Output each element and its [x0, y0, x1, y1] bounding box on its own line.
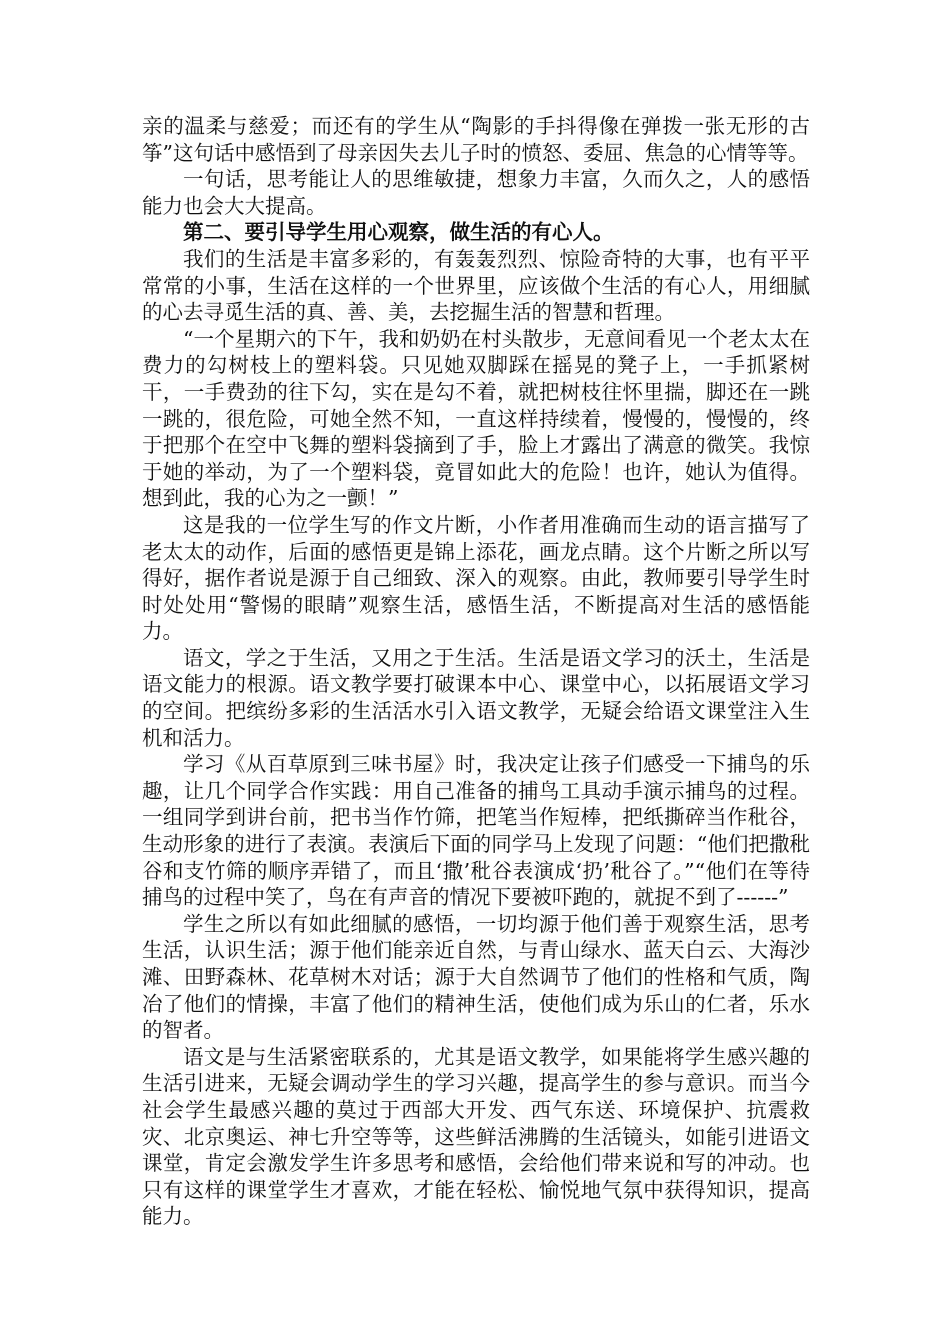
paragraph: 这是我的一位学生写的作文片断，小作者用准确而生动的语言描写了老太太的动作，后面的感悟更是锦上添花，画龙点睛。这个片断之所以写得好，据作者说是源于自己细致、深入的观察。由此，教师要引导学生时时处处用“警惕的眼睛”观察生活，感悟生活，不断提高对生活的感悟能力。	[142, 512, 810, 644]
paragraph-continued: 亲的温柔与慈爱；而还有的学生从“陶影的手抖得像在弹拨一张无形的古筝”这句话中感悟到了母亲因失去儿子时的愤怒、委屈、焦急的心情等等。	[142, 114, 810, 165]
paragraph-quote: “一个星期六的下午，我和奶奶在村头散步，无意间看见一个老太太在费力的勾树枝上的塑料袋。只见她双脚踩在摇晃的凳子上，一手抓紧树干，一手费劲的往下勾，实在是勾不着，就把树枝往怀里揣，脚还在一跳一跳的，很危险，可她全然不知，一直这样持续着，慢慢的，慢慢的，终于把那个在空中飞舞的塑料袋摘到了手，脸上才露出了满意的微笑。我惊于她的举动，为了一个塑料袋，竟冒如此大的危险！也许，她认为值得。想到此，我的心为之一颤！”	[142, 326, 810, 511]
section-heading: 第二、要引导学生用心观察，做生活的有心人。	[183, 220, 614, 245]
paragraph: 我们的生活是丰富多彩的，有轰轰烈烈、惊险奇特的大事，也有平平常常的小事，生活在这样的一个世界里，应该做个生活的有心人，用细腻的心去寻觅生活的真、善、美，去挖掘生活的智慧和哲理。	[142, 246, 810, 325]
paragraph-summary: 一句话，思考能让人的思维敏捷，想象力丰富，久而久之，人的感悟能力也会大大提高。	[142, 167, 810, 218]
paragraph: 语文，学之于生活，又用之于生活。生活是语文学习的沃土，生活是语文能力的根源。语文教学要打破课本中心、课堂中心，以拓展语文学习的空间。把缤纷多彩的生活活水引入语文教学，无疑会给语文课堂注入生机和活力。	[142, 645, 810, 750]
paragraph: 学生之所以有如此细腻的感悟，一切均源于他们善于观察生活，思考生活，认识生活；源于他们能亲近自然，与青山绿水、蓝天白云、大海沙滩、田野森林、花草树木对话；源于大自然调节了他们的性格和气质，陶冶了他们的情操，丰富了他们的精神生活，使他们成为乐山的仁者，乐水的智者。	[142, 911, 810, 1043]
paragraph: 语文是与生活紧密联系的，尤其是语文教学，如果能将学生感兴趣的生活引进来，无疑会调动学生的学习兴趣，提高学生的参与意识。而当今社会学生最感兴趣的莫过于西部大开发、西气东送、环境保护、抗震救灾、北京奥运、神七升空等等，这些鲜活沸腾的生活镜头，如能引进语文课堂，肯定会激发学生许多思考和感悟，会给他们带来说和写的冲动。也只有这样的课堂学生才喜欢，才能在轻松、愉悦地气氛中获得知识，提高能力。	[142, 1044, 810, 1229]
document-body	[142, 113, 810, 1230]
paragraph: 学习《从百草原到三味书屋》时，我决定让孩子们感受一下捕鸟的乐趣，让几个同学合作实践：用自己准备的捕鸟工具动手演示捕鸟的过程。一组同学到讲台前，把书当作竹筛，把笔当作短棒，把纸撕碎当作秕谷，生动形象的进行了表演。表演后下面的同学马上发现了问题：“他们把撒秕谷和支竹筛的顺序弄错了，而且‘撒’秕谷表演成‘扔’秕谷了。”“他们在等待捕鸟的过程中笑了，鸟在有声音的情况下要被吓跑的，就捉不到了------”	[142, 752, 810, 910]
